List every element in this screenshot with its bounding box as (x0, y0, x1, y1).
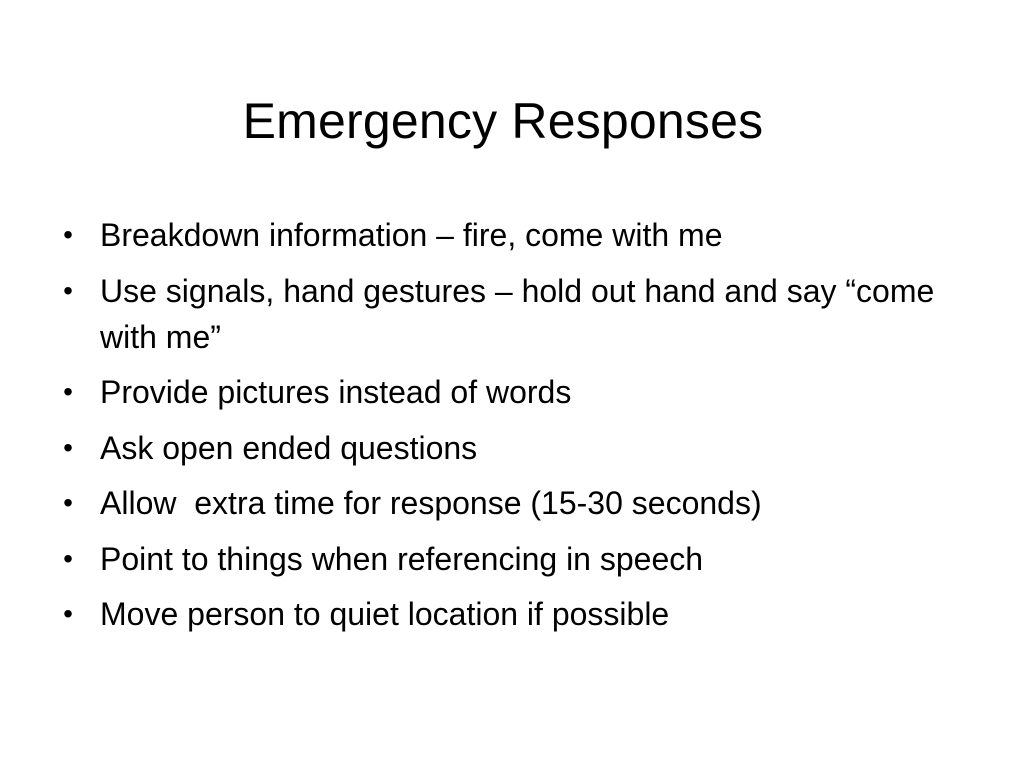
bullet-icon: • (63, 274, 73, 306)
bullet-list (58, 212, 958, 647)
bullet-item (58, 268, 958, 360)
bullet-text: Breakdown information – fire, come with me (100, 217, 723, 253)
bullet-text: Use signals, hand gestures – hold out hand and say “come with me” (100, 272, 935, 355)
slide-title: Emergency Responses (242, 93, 764, 149)
bullet-text: Point to things when referencing in speech (100, 540, 704, 577)
bullet-icon: • (63, 219, 73, 250)
bullet-text: Move person to quiet location if possible (100, 596, 670, 632)
bullet-item (58, 480, 958, 526)
bullet-icon: • (63, 487, 73, 518)
bullet-text: Allow extra time for response (15-30 seconds) (100, 485, 762, 521)
bullet-item (58, 369, 958, 415)
bullet-icon: • (63, 376, 73, 407)
bullet-item (58, 591, 958, 637)
bullet-icon: • (63, 431, 73, 463)
bullet-icon: • (63, 542, 73, 574)
bullet-item (58, 425, 958, 471)
bullet-text: Provide pictures instead of words (100, 374, 572, 410)
bullet-icon: • (63, 598, 73, 629)
bullet-text: Ask open ended questions (100, 429, 478, 466)
bullet-item (58, 212, 958, 258)
bullet-item (58, 536, 958, 582)
